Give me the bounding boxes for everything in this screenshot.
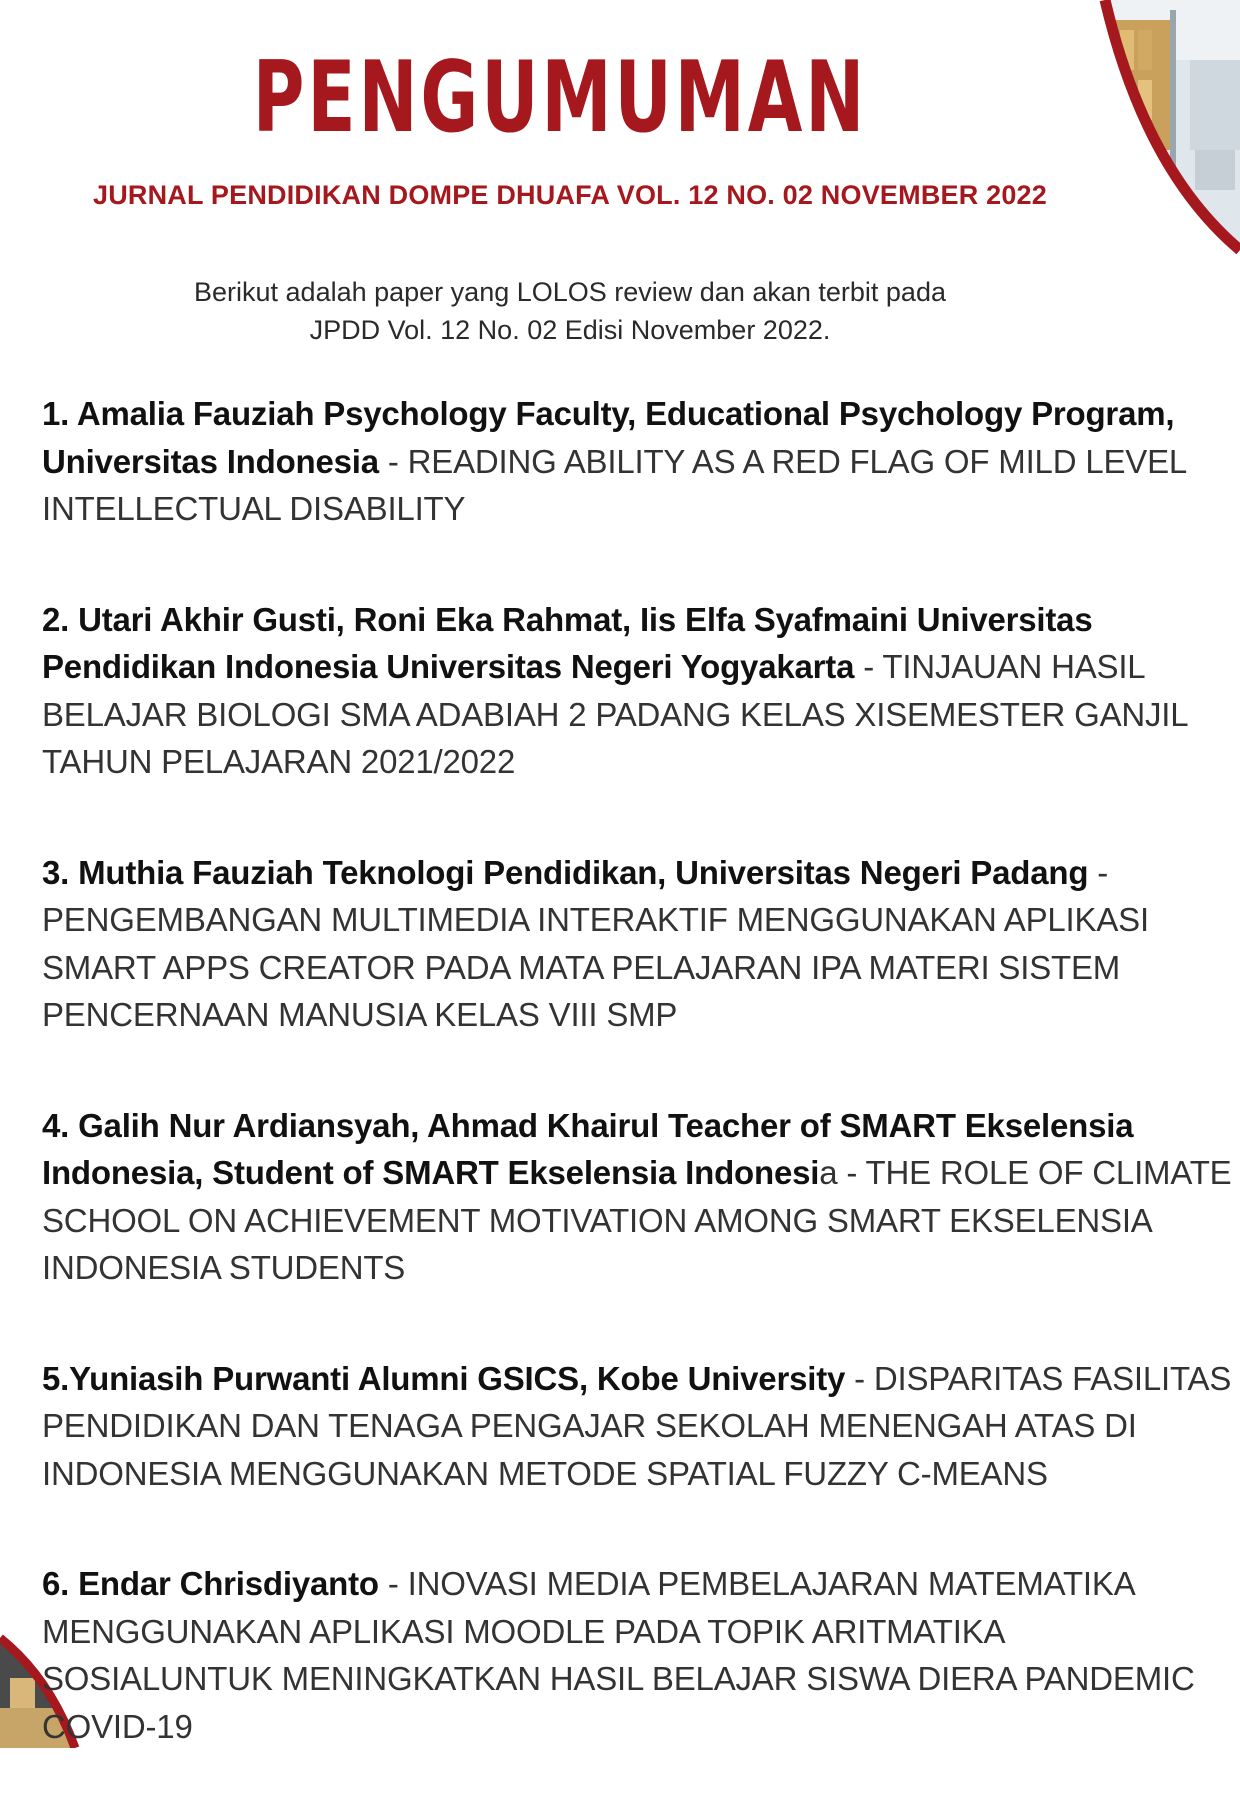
paper-authors: 6. Endar Chrisdiyanto bbox=[42, 1565, 379, 1602]
corner-decoration-top-right bbox=[1050, 0, 1240, 280]
intro-line-1: Berikut adalah paper yang LOLOS review dan akan terbit pada bbox=[194, 277, 946, 307]
intro-text bbox=[0, 273, 1240, 349]
paper-item-5 bbox=[42, 1355, 1232, 1498]
paper-authors: 4. Galih Nur Ardiansyah, Ahmad Khairul Teacher of SMART Ekselensia Indonesia, Student of SMART Ekselensia Indonesi bbox=[42, 1106, 1134, 1191]
paper-item-3 bbox=[42, 849, 1232, 1039]
page-title: PENGUMUMAN bbox=[252, 41, 868, 155]
paper-title: - INOVASI MEDIA PEMBELAJARAN MATEMATIKA MENGGUNAKAN APLIKASI MOODLE PADA TOPIK ARITMATIKA SOSIALUNTUK MENINGKATKAN HASIL BELAJAR SISWA DIERA PANDEMIC COVID-19 bbox=[42, 1565, 1195, 1745]
paper-title: - PENGEMBANGAN MULTIMEDIA INTERAKTIF MENGGUNAKAN APLIKASI SMART APPS CREATOR PADA MATA PELAJARAN IPA MATERI SISTEM PENCERNAAN MANUSIA KELAS VIII SMP bbox=[42, 853, 1149, 1033]
intro-line-2: JPDD Vol. 12 No. 02 Edisi November 2022. bbox=[309, 315, 831, 345]
paper-title: a - THE ROLE OF CLIMATE SCHOOL ON ACHIEVEMENT MOTIVATION AMONG SMART EKSELENSIA INDONESIA STUDENTS bbox=[42, 1154, 1232, 1286]
paper-item-6 bbox=[42, 1560, 1232, 1750]
paper-item-1 bbox=[42, 390, 1232, 533]
paper-authors: 2. Utari Akhir Gusti, Roni Eka Rahmat, Iis Elfa Syafmaini Universitas Pendidikan Indonesia Universitas Negeri Yogyakarta bbox=[42, 600, 1093, 685]
journal-subtitle: JURNAL PENDIDIKAN DOMPE DHUAFA VOL. 12 NO. 02 NOVEMBER 2022 bbox=[93, 180, 1047, 210]
paper-title: - DISPARITAS FASILITAS PENDIDIKAN DAN TENAGA PENGAJAR SEKOLAH MENENGAH ATAS DI INDONESIA MENGGUNAKAN METODE SPATIAL FUZZY C-MEANS bbox=[42, 1359, 1232, 1492]
paper-authors: 5.Yuniasih Purwanti Alumni GSICS, Kobe University bbox=[42, 1359, 846, 1397]
paper-title: - TINJAUAN HASIL BELAJAR BIOLOGI SMA ADABIAH 2 PADANG KELAS XISEMESTER GANJIL TAHUN PELAJARAN 2021/2022 bbox=[42, 648, 1188, 780]
paper-item-4 bbox=[42, 1102, 1232, 1292]
paper-authors: 1. Amalia Fauziah Psychology Faculty, Educational Psychology Program, Universitas Indonesia bbox=[42, 395, 1175, 480]
paper-title: - READING ABILITY AS A RED FLAG OF MILD LEVEL INTELLECTUAL DISABILITY bbox=[42, 442, 1186, 527]
paper-item-2 bbox=[42, 596, 1232, 786]
paper-list bbox=[42, 390, 1232, 1813]
paper-authors: 3. Muthia Fauziah Teknologi Pendidikan, Universitas Negeri Padang bbox=[42, 853, 1089, 891]
